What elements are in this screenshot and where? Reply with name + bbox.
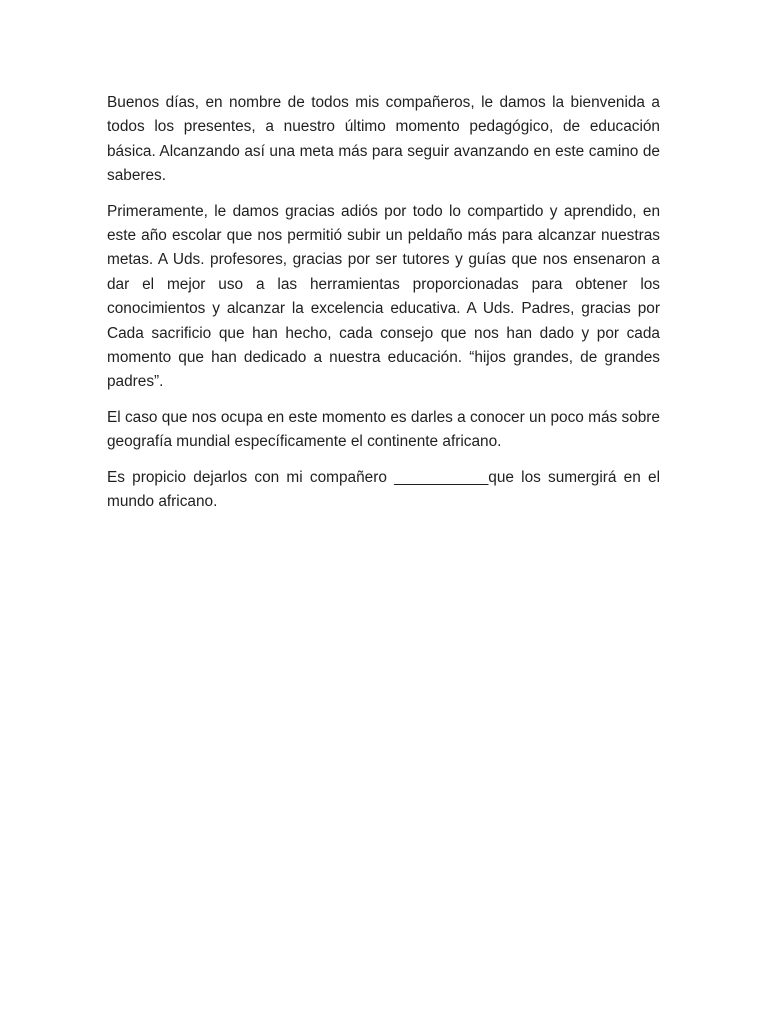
document-body bbox=[107, 91, 660, 526]
paragraph-thanks: Primeramente, le damos gracias adiós por todo lo compartido y aprendido, en este año escolar que nos permitió subir un peldaño más para alcanzar nuestras metas. A Uds. profesores, gracias por ser tutores y guías que nos ensenaron a dar el mejor uso a las herramientas proporcionadas para obtener los conocimientos y alcanzar la excelencia educativa. A Uds. Padres, gracias por Cada sacrificio que han hecho, cada consejo que nos han dado y por cada momento que han dedicado a nuestra educación. “hijos grandes, de grandes padres”. bbox=[107, 202, 660, 391]
paragraph-greeting: Buenos días, en nombre de todos mis compañeros, le damos la bienvenida a todos los presentes, a nuestro último momento pedagógico, de educación básica. Alcanzando así una meta más para seguir avanzando en este camino de saberes. bbox=[107, 94, 660, 185]
paragraph-closing: Es propicio dejarlos con mi compañero ___________que los sumergirá en el mundo africano. bbox=[107, 468, 660, 511]
paragraph-topic: El caso que nos ocupa en este momento es darles a conocer un poco más sobre geografía mundial específicamente el continente africano. bbox=[107, 408, 660, 451]
